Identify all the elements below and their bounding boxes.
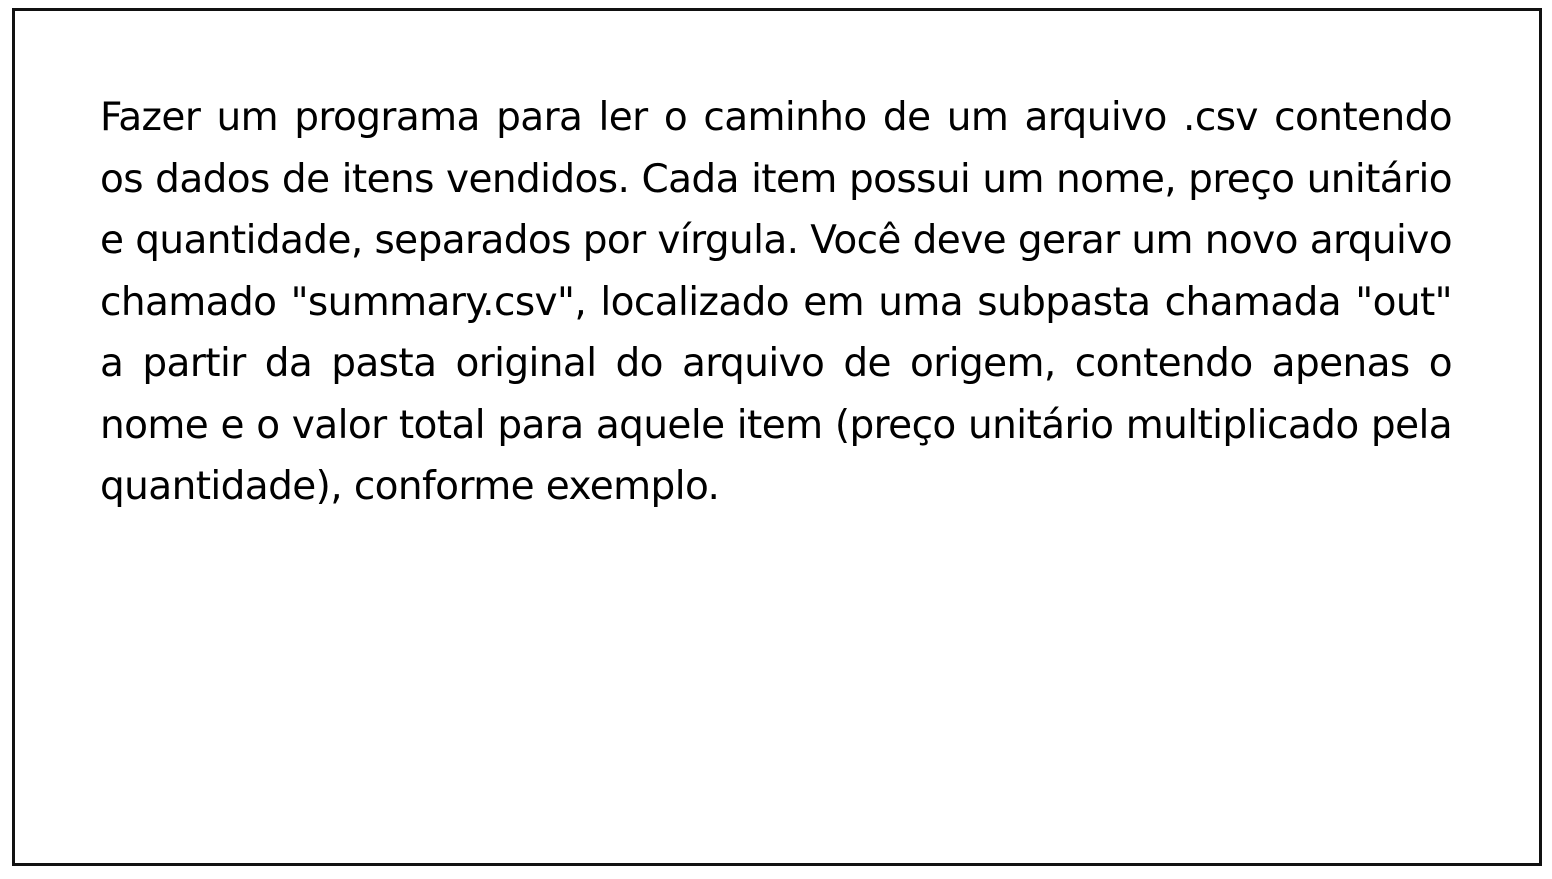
exercise-description: Fazer um programa para ler o caminho de um arquivo .csv contendo os dados de itens vendidos. Cada item possui um nome, preço unitário e quantidade, separados por vírgula. Você deve gerar um novo arquivo chamado "summary.csv", localizado em uma subpasta chamada "out" a partir da pasta original do arquivo de origem, contendo apenas o nome e o valor total para aquele item (preço unitário multiplicado pela quantidade), conforme exemplo. [100, 95, 1452, 509]
slide-frame [12, 8, 1542, 866]
